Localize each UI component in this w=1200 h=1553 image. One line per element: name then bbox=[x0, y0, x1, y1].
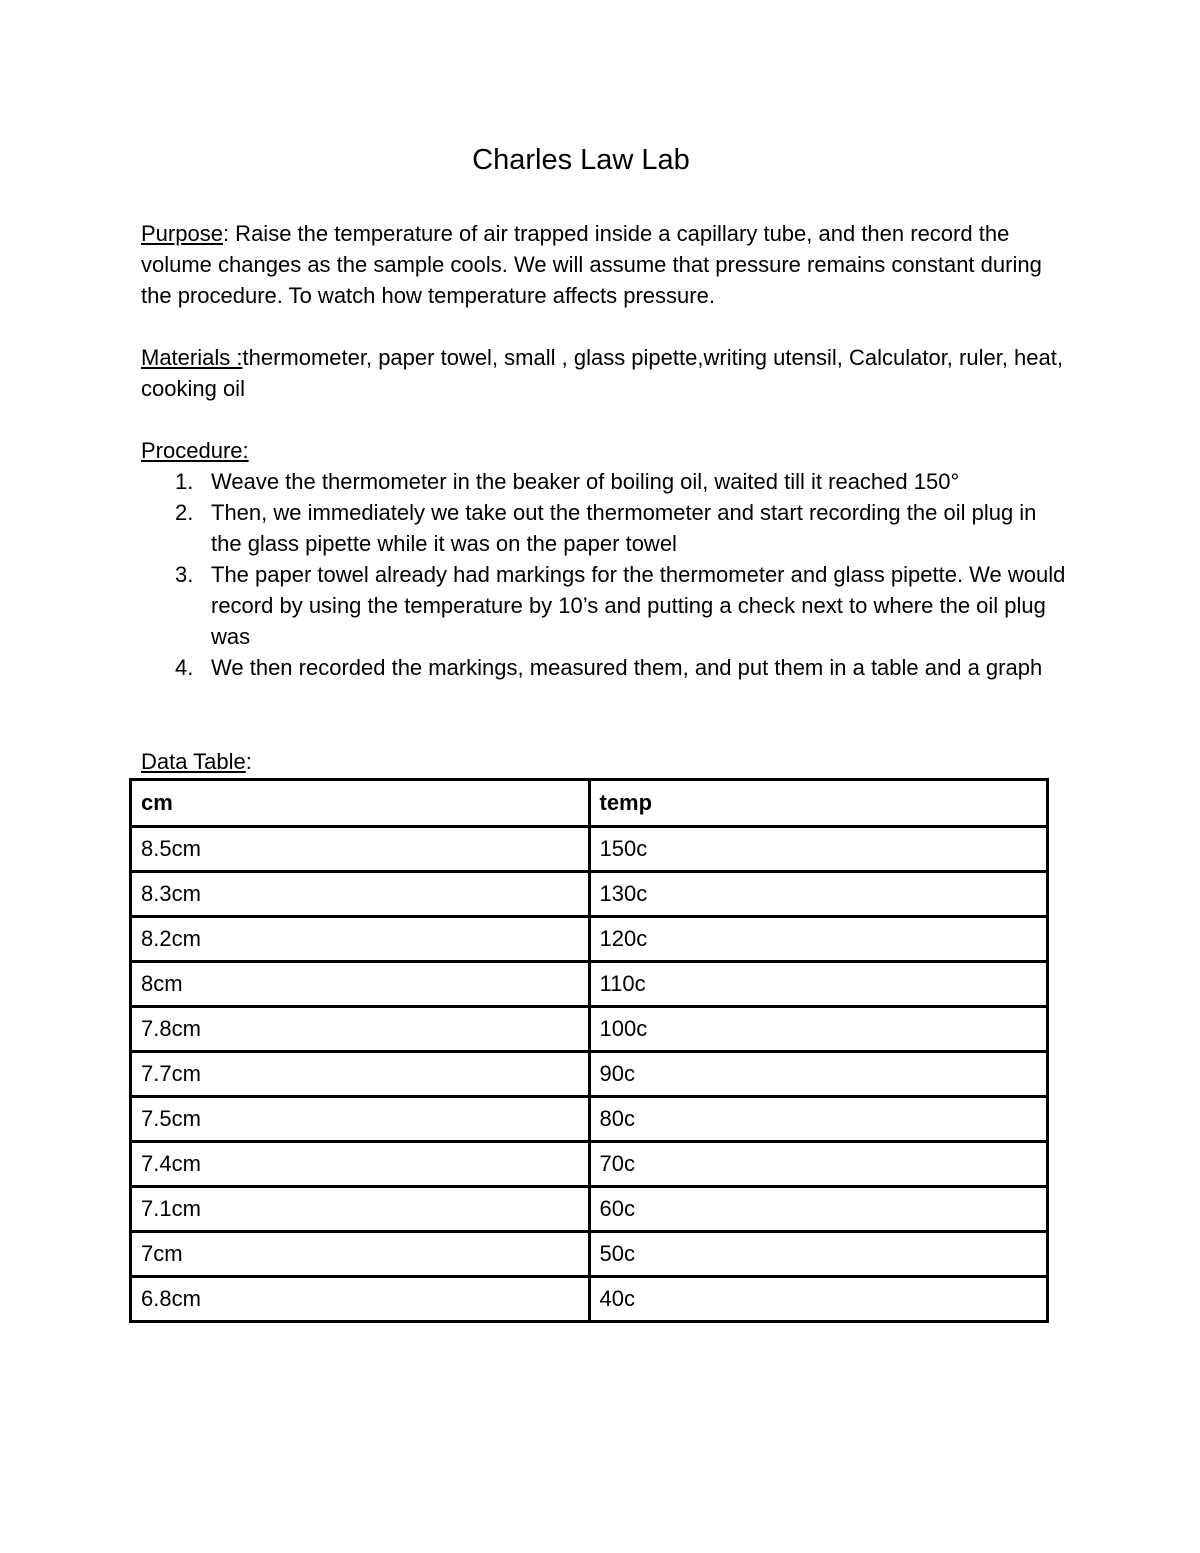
data-table bbox=[129, 778, 1049, 1323]
table-row bbox=[131, 827, 1048, 872]
purpose-paragraph bbox=[141, 218, 1071, 311]
step-text: We then recorded the markings, measured them, and put them in a table and a graph bbox=[211, 655, 1043, 680]
table-row bbox=[131, 1187, 1048, 1232]
page-title: Charles Law Lab bbox=[472, 144, 690, 176]
purpose-text: : Raise the temperature of air trapped inside a capillary tube, and then record the volume changes as the sample cools. We will assume that pressure remains constant during the procedure. To watch how temperature affects pressure. bbox=[141, 221, 1042, 308]
procedure-step bbox=[141, 497, 1071, 559]
step-number: 4. bbox=[175, 655, 194, 680]
cell-temp: 80c bbox=[589, 1097, 1048, 1142]
cell-cm: 7.7cm bbox=[131, 1052, 590, 1097]
procedure-step bbox=[141, 466, 1071, 497]
cell-temp: 130c bbox=[589, 872, 1048, 917]
cell-cm: 7cm bbox=[131, 1232, 590, 1277]
materials-paragraph bbox=[141, 342, 1071, 404]
step-text: Then, we immediately we take out the thermometer and start recording the oil plug in the glass pipette while it was on the paper towel bbox=[211, 500, 1037, 556]
cell-cm: 8cm bbox=[131, 962, 590, 1007]
cell-temp: 90c bbox=[589, 1052, 1048, 1097]
step-text: The paper towel already had markings for the thermometer and glass pipette. We would record by using the temperature by 10’s and putting a check next to where the oil plug was bbox=[211, 562, 1066, 649]
table-row bbox=[131, 962, 1048, 1007]
cell-temp: 150c bbox=[589, 827, 1048, 872]
table-row bbox=[131, 1052, 1048, 1097]
cell-cm: 8.2cm bbox=[131, 917, 590, 962]
table-row bbox=[131, 1232, 1048, 1277]
step-number: 3. bbox=[175, 562, 194, 587]
table-row bbox=[131, 1007, 1048, 1052]
step-number: 2. bbox=[175, 500, 194, 525]
table-header-row bbox=[131, 780, 1048, 827]
cell-cm: 8.5cm bbox=[131, 827, 590, 872]
data-table-label: Data Table bbox=[141, 749, 246, 774]
materials-label: Materials : bbox=[141, 345, 243, 370]
cell-cm: 7.8cm bbox=[131, 1007, 590, 1052]
table-row bbox=[131, 1142, 1048, 1187]
cell-temp: 110c bbox=[589, 962, 1048, 1007]
cell-temp: 60c bbox=[589, 1187, 1048, 1232]
step-text: Weave the thermometer in the beaker of boiling oil, waited till it reached 150° bbox=[211, 469, 960, 494]
procedure-heading bbox=[141, 435, 1071, 466]
cell-cm: 7.5cm bbox=[131, 1097, 590, 1142]
table-row bbox=[131, 917, 1048, 962]
purpose-label: Purpose bbox=[141, 221, 223, 246]
data-table-heading bbox=[141, 746, 1071, 777]
procedure-label: Procedure: bbox=[141, 438, 249, 463]
table-row bbox=[131, 1277, 1048, 1322]
cell-cm: 7.4cm bbox=[131, 1142, 590, 1187]
procedure-step bbox=[141, 652, 1071, 683]
cell-temp: 120c bbox=[589, 917, 1048, 962]
procedure-steps bbox=[141, 466, 1071, 683]
data-table-label-suffix: : bbox=[245, 749, 252, 774]
cell-temp: 40c bbox=[589, 1277, 1048, 1322]
table-row bbox=[131, 872, 1048, 917]
step-number: 1. bbox=[175, 469, 194, 494]
table-row bbox=[131, 1097, 1048, 1142]
cell-cm: 8.3cm bbox=[131, 872, 590, 917]
cell-cm: 7.1cm bbox=[131, 1187, 590, 1232]
cell-temp: 70c bbox=[589, 1142, 1048, 1187]
procedure-step bbox=[141, 559, 1071, 652]
cell-temp: 50c bbox=[589, 1232, 1048, 1277]
cell-cm: 6.8cm bbox=[131, 1277, 590, 1322]
column-header-temp: temp bbox=[589, 780, 1048, 827]
column-header-cm: cm bbox=[131, 780, 590, 827]
cell-temp: 100c bbox=[589, 1007, 1048, 1052]
materials-text: thermometer, paper towel, small , glass pipette,writing utensil, Calculator, ruler, heat, cooking oil bbox=[141, 345, 1063, 401]
